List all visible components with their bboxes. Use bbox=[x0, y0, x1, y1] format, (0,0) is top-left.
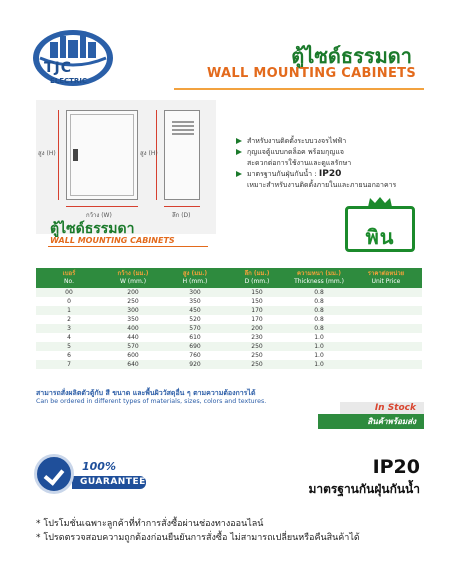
in-stock-badge bbox=[300, 402, 424, 428]
column-header: ลึก (มม.) D (mm.) bbox=[244, 270, 270, 285]
title-underline bbox=[174, 88, 424, 90]
footer-note: * โปรดตรวจสอบความถูกต้องก่อนยืนยันการสั่งซื้อ ไม่สามารถเปลี่ยนหรือคืนสินค้าได้ bbox=[36, 533, 360, 543]
feature-item: สำหรับงานติดตั้งระบบวงจรไฟฟ้า bbox=[236, 136, 446, 146]
footer-note: * โปรโมชั่นเฉพาะลูกค้าที่ทำการสั่งซื้อผ่านช่องทางออนไลน์ bbox=[36, 519, 264, 529]
ip-rating-inline: IP20 bbox=[318, 169, 342, 179]
table-row: 4 440 610 230 1.0 bbox=[36, 333, 422, 342]
feature-list bbox=[236, 136, 446, 191]
custom-order-note-thai: สามารถสั่งผลิตตัวตู้กับ สี ขนาด และพื้นผิววัสดุอื่น ๆ ตามความต้องการได้ bbox=[36, 389, 256, 397]
arrow-icon bbox=[236, 149, 242, 155]
height-label-side: สูง (H) bbox=[140, 150, 158, 157]
cabinet-drawing bbox=[36, 100, 216, 234]
height-label: สูง (H) bbox=[38, 150, 56, 157]
custom-order-note-english: Can be ordered in different types of materials, sizes, colors and textures. bbox=[36, 398, 267, 405]
table-row: 2 350 520 170 0.8 bbox=[36, 315, 422, 324]
section-title-english: WALL MOUNTING CABINETS bbox=[50, 236, 175, 245]
feature-item: มาตรฐานกันฝุ่นกันน้ำ : IP20 bbox=[236, 169, 446, 179]
spec-table bbox=[36, 268, 422, 369]
guarantee-percent: 100% bbox=[82, 460, 116, 473]
in-stock-label: In Stock bbox=[340, 402, 424, 414]
table-header bbox=[36, 268, 422, 288]
arrow-icon bbox=[236, 171, 242, 177]
page-title-english: WALL MOUNTING CABINETS bbox=[206, 66, 416, 81]
arrow-icon bbox=[236, 138, 242, 144]
table-row: 5 570 690 250 1.0 bbox=[36, 342, 422, 351]
table-row: 6 600 760 250 1.0 bbox=[36, 351, 422, 360]
guarantee-word: GUARANTEE bbox=[80, 477, 146, 487]
table-row: 3 400 570 200 0.8 bbox=[36, 324, 422, 333]
in-stock-label-thai: สินค้าพร้อมส่ง bbox=[318, 414, 424, 429]
checkmark-icon bbox=[34, 454, 74, 494]
feature-item: กุญแจตู้แบบกดล็อค พร้อมกุญแจ bbox=[236, 147, 446, 157]
section-title-thai: ตู้ไซด์ธรรมดา bbox=[50, 221, 135, 237]
cabinet-front-view bbox=[66, 110, 138, 200]
section-underline bbox=[48, 246, 208, 247]
ip-rating: IP20 bbox=[372, 456, 420, 478]
table-row: 1 300 450 170 0.8 bbox=[36, 306, 422, 315]
feature-item: เหมาะสำหรับงานติดตั้งภายในและภายนอกอาคาร bbox=[247, 181, 397, 189]
logo-name: TJC bbox=[44, 60, 73, 76]
column-header: เบอร์ No. bbox=[62, 270, 76, 285]
column-header: ราคาต่อหน่วย Unit Price bbox=[367, 270, 405, 285]
feature-item: สะดวกต่อการใช้งานและดูแลรักษา bbox=[247, 159, 352, 167]
lock-icon bbox=[73, 149, 78, 161]
table-row: 00 200 300 150 0.8 bbox=[36, 288, 422, 297]
logo-subtitle: ELECTRIC bbox=[50, 77, 88, 85]
cabinet-side-view bbox=[164, 110, 200, 200]
table-body bbox=[36, 288, 422, 369]
guarantee-badge bbox=[34, 454, 146, 494]
column-header: สูง (มม.) H (mm.) bbox=[182, 270, 208, 285]
page-title-thai: ตู้ไซด์ธรรมดา bbox=[291, 44, 412, 68]
ip-rating-description: มาตรฐานกันฝุ่นกันน้ำ bbox=[308, 482, 420, 496]
width-label: กว้าง (W) bbox=[86, 212, 112, 219]
depth-label: ลึก (D) bbox=[172, 212, 191, 219]
column-header: ความหนา (มม.) Thickness (mm.) bbox=[294, 270, 344, 285]
table-row: 0 250 350 150 0.8 bbox=[36, 297, 422, 306]
manufacturer-logo: พิน bbox=[345, 206, 415, 252]
table-row: 7 640 920 250 1.0 bbox=[36, 360, 422, 369]
column-header: กว้าง (มม.) W (mm.) bbox=[117, 270, 149, 285]
